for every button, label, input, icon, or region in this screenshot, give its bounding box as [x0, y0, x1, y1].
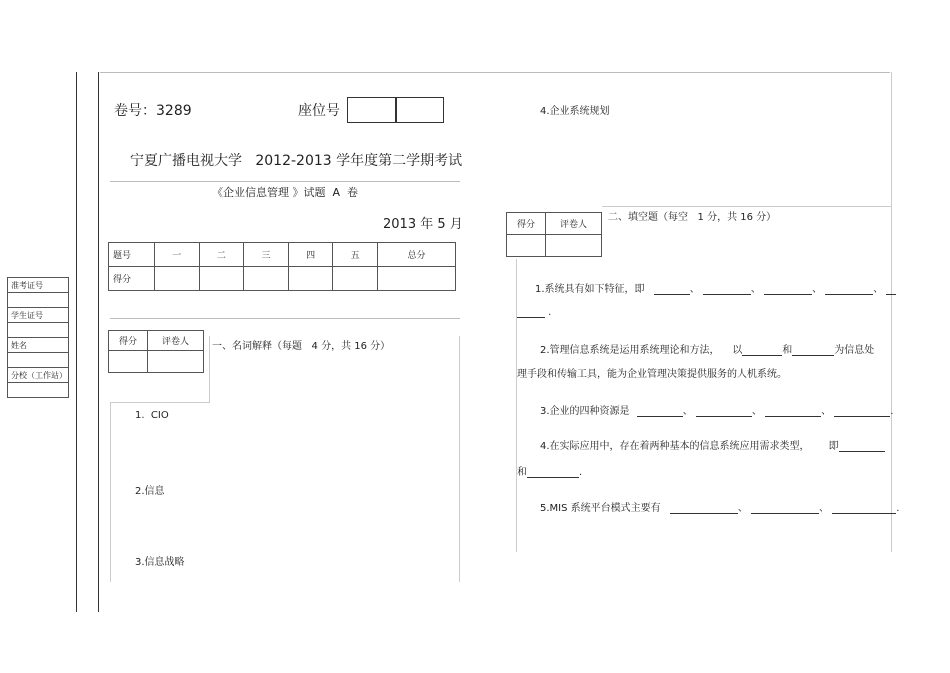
question-4 [540, 437, 885, 452]
section1-item-4: 4.企业系统规划 [540, 106, 610, 117]
info-cell [8, 323, 69, 338]
grader-rule [110, 402, 210, 403]
question-4-cont: 和 . [517, 467, 583, 478]
question-3: 3.企业的四种资源是 、 、 、 . [540, 406, 894, 417]
question-1-cont: . [517, 306, 551, 318]
score-cell[interactable] [244, 267, 289, 291]
score-header: 四 [288, 243, 333, 267]
section2-grader-cell[interactable] [546, 235, 602, 257]
blank[interactable] [751, 502, 819, 514]
section1-score-cell[interactable] [109, 351, 148, 373]
info-cell: 学生证号 [8, 308, 69, 323]
blank[interactable] [654, 283, 690, 295]
blank[interactable] [742, 344, 782, 356]
question-2-text-b: 和 [782, 345, 793, 356]
blank[interactable] [670, 502, 738, 514]
section1-item-2: 2.信息 [135, 486, 165, 497]
school-title: 宁夏广播电视大学 2012-2013 学年度第二学期考试 [130, 153, 463, 169]
info-cell [8, 353, 69, 368]
student-info-table [7, 277, 69, 398]
score-cell[interactable] [333, 267, 378, 291]
question-1-text: 1.系统具有如下特征，即 [535, 284, 645, 295]
section2-score-cell[interactable] [507, 235, 546, 257]
score-header: 五 [333, 243, 378, 267]
seat-label: 座位号 [298, 103, 340, 119]
question-2-text-c: 为信息处 [834, 345, 875, 356]
score-header: 一 [155, 243, 200, 267]
blank[interactable] [792, 344, 834, 356]
right-column-border [891, 72, 892, 552]
question-2-text-a: 2.管理信息系统是运用系统理论和方法， 以 [540, 345, 743, 356]
info-cell: 准考证号 [8, 278, 69, 293]
question-4-text-a: 4.在实际应用中，存在着两种基本的信息系统应用需求类型， 即 [540, 441, 839, 452]
question-5: 5.MIS 系统平台模式主要有 、 、 . [540, 503, 900, 514]
exam-number: 卷号：3289 [114, 103, 192, 119]
score-header: 二 [199, 243, 244, 267]
blank[interactable] [637, 405, 683, 417]
score-header: 三 [244, 243, 289, 267]
title-rule [110, 181, 460, 182]
blank[interactable] [886, 283, 896, 295]
section1-grader-cell[interactable] [148, 351, 204, 373]
score-row-label: 得分 [109, 267, 155, 291]
blank[interactable] [839, 440, 885, 452]
info-cell [8, 383, 69, 398]
info-cell: 姓名 [8, 338, 69, 353]
grader-border [209, 336, 210, 402]
blank[interactable] [834, 405, 890, 417]
binding-line-left [76, 72, 77, 612]
blank[interactable] [527, 466, 579, 478]
question-4-text-b: 和 [517, 467, 527, 478]
section1-item-3: 3.信息战略 [135, 557, 185, 568]
info-cell [8, 293, 69, 308]
question-2-text-d: 理手段和传输工具，能为企业管理决策提供服务的人机系统。 [517, 369, 787, 380]
blank[interactable] [765, 405, 821, 417]
question-5-text: 5.MIS 系统平台模式主要有 [540, 503, 661, 514]
score-table-rule [110, 318, 460, 319]
binding-line-right [98, 72, 99, 612]
blank[interactable] [825, 283, 873, 295]
score-table [108, 242, 456, 291]
score-cell[interactable] [199, 267, 244, 291]
blank[interactable] [764, 283, 812, 295]
score-cell[interactable] [155, 267, 200, 291]
seat-box-1[interactable] [347, 97, 397, 123]
question-1: 1.系统具有如下特征，即 、 、 、 、 [535, 280, 896, 295]
question-2 [540, 341, 874, 356]
score-header: 题号 [109, 243, 155, 267]
blank[interactable] [703, 283, 751, 295]
section2-grader-table [506, 212, 602, 257]
section1-grader-table [108, 330, 204, 373]
grader-label: 评卷人 [148, 331, 204, 351]
section1-title: 一、名词解释（每题 4 分，共 16 分） [212, 341, 391, 352]
info-cell: 分校（工作站） [8, 368, 69, 383]
exam-date: 2013 年 5 月 [383, 217, 463, 232]
score-label: 得分 [109, 331, 148, 351]
section2-left-border [516, 259, 517, 552]
score-header: 总分 [377, 243, 455, 267]
exam-subtitle: 《企业信息管理 》试题 A 卷 [212, 186, 359, 199]
top-rule [100, 72, 890, 73]
blank[interactable] [832, 502, 896, 514]
section1-border-right [459, 336, 460, 582]
blank[interactable] [517, 306, 545, 318]
question-3-text: 3.企业的四种资源是 [540, 406, 630, 417]
score-cell[interactable] [288, 267, 333, 291]
blank[interactable] [696, 405, 752, 417]
section2-top-rule [602, 206, 892, 207]
section2-title: 二、填空题（每空 1 分，共 16 分） [608, 212, 777, 223]
section1-item-1: 1. CIO [135, 410, 169, 421]
seat-box-2[interactable] [395, 97, 444, 123]
section1-border-left [110, 402, 111, 582]
score-label: 得分 [507, 213, 546, 235]
grader-label: 评卷人 [546, 213, 602, 235]
score-cell[interactable] [377, 267, 455, 291]
